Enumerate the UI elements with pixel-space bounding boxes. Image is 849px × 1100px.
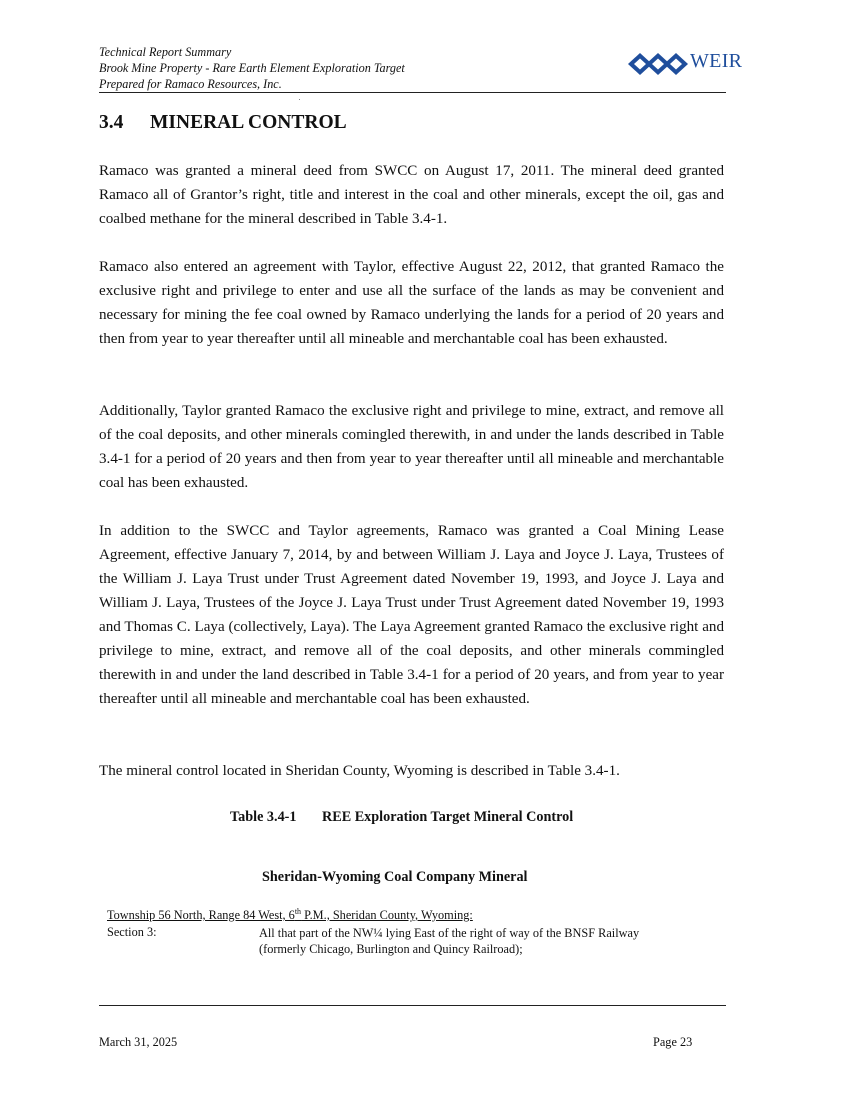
township-prefix: Township 56 North, Range 84 West, 6 <box>107 908 295 923</box>
paragraph-summary: The mineral control located in Sheridan County, Wyoming is described in Table 3.4-1. <box>99 763 620 779</box>
header-divider <box>99 92 726 93</box>
table-title: REE Exploration Target Mineral Control <box>322 809 574 825</box>
logo-text: WEIR <box>690 50 743 72</box>
section-heading <box>99 112 347 134</box>
paragraph-laya-lease: In addition to the SWCC and Taylor agreements, Ramaco was granted a Coal Mining Lease Agreement, effective January 7, 2014, by and between William J. Laya and Joyce J. Laya, Trustees of the William J. Laya Trust under Trust Agreement dated November 19, 1993, and Joyce J. Laya and William J. Laya, Trustees of the Joyce J. Laya Trust under Trust Agreement dated November 19, 1993 and Thomas C. Laya (collectively, Laya). The Laya Agreement granted Ramaco the exclusive right and privilege to mine, extract, and remove all of the coal deposits, and other minerals commingled therewith in and under the land described in Table 3.4-1 for a period of 20 years, and from year to year thereafter until all mineable and merchantable coal has been exhausted. <box>99 523 724 707</box>
footer-date: March 31, 2025 <box>99 1035 178 1049</box>
section-description <box>259 925 639 957</box>
section-description-line-2: (formerly Chicago, Burlington and Quincy Railroad); <box>259 942 523 956</box>
section-number: 3.4 <box>99 112 124 133</box>
paragraph-taylor-surface: Ramaco also entered an agreement with Taylor, effective August 22, 2012, that granted Ramaco the exclusive right and privilege to enter and use all the surface of the lands as may be convenient and necessary for mining the fee coal owned by Ramaco underlying the lands for a period of 20 years and then from year to year thereafter until all mineable and merchantable coal has been exhausted. <box>99 259 724 347</box>
township-superscript: th <box>294 907 302 916</box>
table-subtitle: Sheridan-Wyoming Coal Company Mineral <box>262 869 528 885</box>
paragraph-taylor-mining: Additionally, Taylor granted Ramaco the exclusive right and privilege to mine, extract, and remove all of the coal deposits, and other minerals comingled therewith, in and under the lands described in Table 3.4-1 for a period of 20 years and then from year to year thereafter until all mineable and merchantable coal has been exhausted. <box>99 403 724 491</box>
township-suffix: P.M., Sheridan County, Wyoming: <box>301 908 473 923</box>
section-description-line-1: All that part of the NW¼ lying East of the right of way of the BNSF Railway <box>259 926 640 940</box>
township-description <box>107 907 473 923</box>
section-title: MINERAL CONTROL <box>150 112 347 133</box>
header-prepared-for: Prepared for Ramaco Resources, Inc. <box>99 77 282 91</box>
table-caption <box>230 809 573 826</box>
footer-divider <box>99 1005 726 1006</box>
section-label: Section 3: <box>107 925 157 939</box>
footer-page-number: Page 23 <box>653 1035 693 1049</box>
table-number: Table 3.4-1 <box>230 809 297 825</box>
paragraph-swcc-deed: Ramaco was granted a mineral deed from SWCC on August 17, 2011. The mineral deed granted Ramaco all of Grantor’s right, title and interest in the coal and other minerals, except the oil, gas and coalbed methane for the mineral described in Table 3.4-1. <box>99 163 724 227</box>
header-dot <box>299 99 300 100</box>
header-report-type: Technical Report Summary <box>99 45 232 59</box>
header-project-title: Brook Mine Property - Rare Earth Element Exploration Target <box>99 61 405 75</box>
